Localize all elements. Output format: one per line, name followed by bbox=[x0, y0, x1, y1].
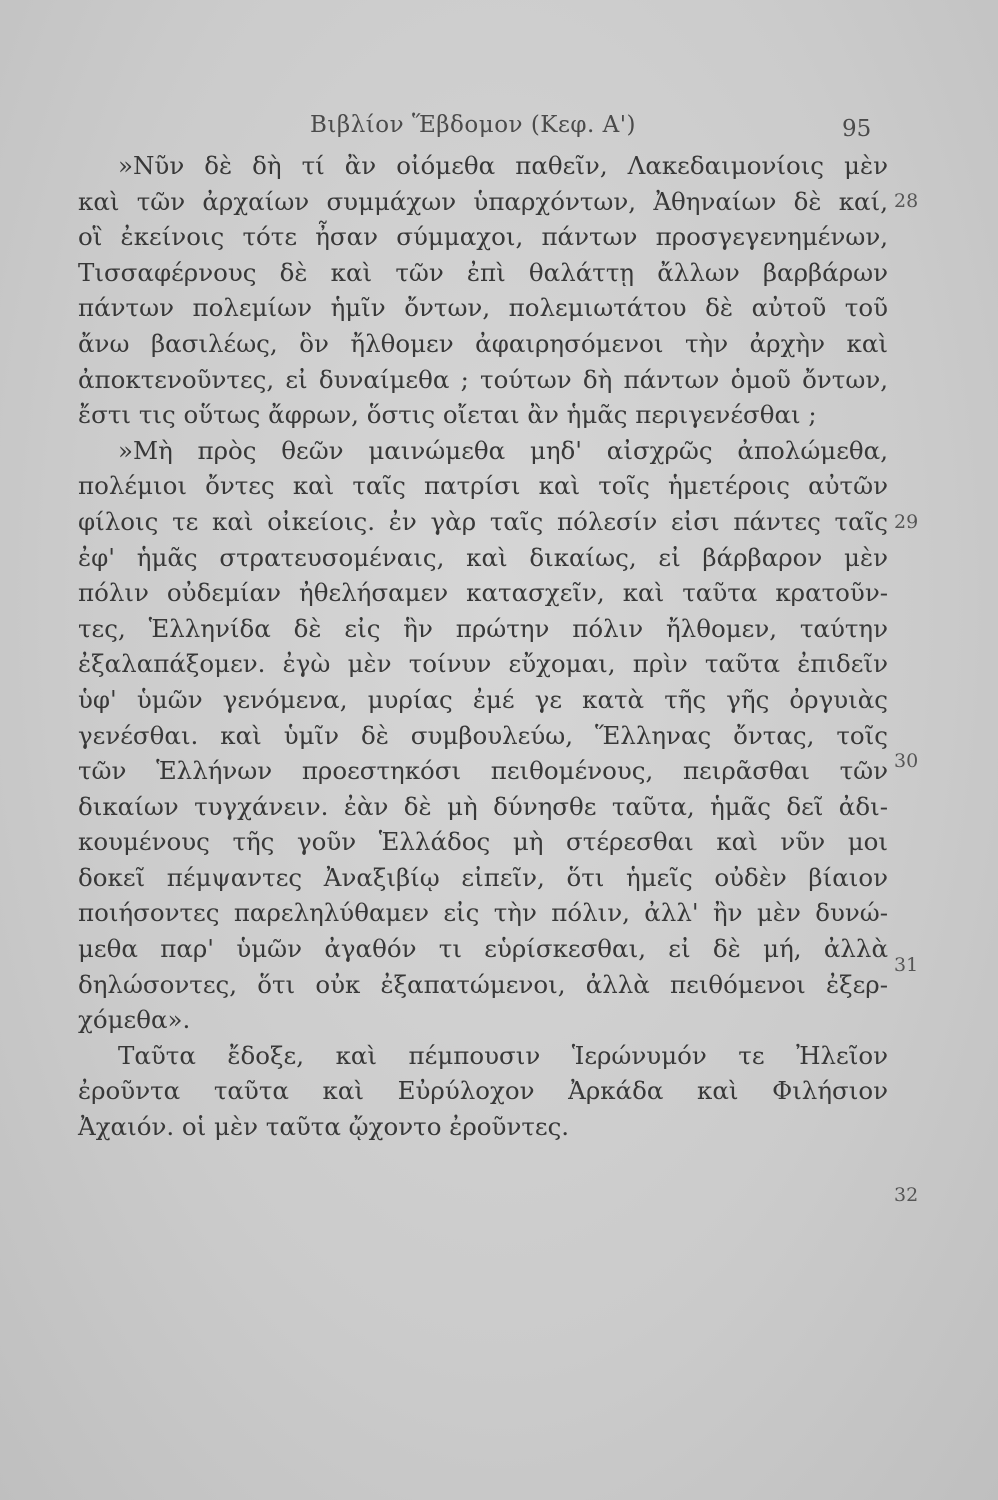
text-line: δηλώσοντες, ὅτι οὐκ ἐξαπατώμενοι, ἀλλὰ πειθόμενοι ἐξερ- bbox=[78, 969, 888, 999]
page-number: 95 bbox=[842, 116, 872, 142]
text-line: ὑφ' ὑμῶν γενόμενα, μυρίας ἐμέ γε κατὰ τῆς γῆς ὀργυιὰς bbox=[78, 684, 888, 714]
text-line: πόλιν οὐδεμίαν ἠθελήσαμεν κατασχεῖν, καὶ ταῦτα κρατοῦν- bbox=[78, 578, 888, 608]
text-line: δικαίων τυγχάνειν. ἐὰν δὲ μὴ δύνησθε ταῦτα, ἡμᾶς δεῖ ἀδι- bbox=[78, 791, 888, 821]
text-line: γενέσθαι. καὶ ὑμῖν δὲ συμβουλεύω, Ἕλληνας ὄντας, τοῖς bbox=[78, 720, 888, 750]
text-line: καὶ τῶν ἀρχαίων συμμάχων ὑπαρχόντων, Ἀθηναίων δὲ καί, bbox=[78, 186, 888, 216]
text-line: τες, Ἑλληνίδα δὲ εἰς ἣν πρώτην πόλιν ἤλθομεν, ταύτην bbox=[78, 613, 888, 643]
running-title: Βιβλίον Ἕβδομον (Κεφ. Α') bbox=[310, 112, 637, 138]
text-line: ἐξαλαπάξομεν. ἐγὼ μὲν τοίνυν εὔχομαι, πρὶν ταῦτα ἐπιδεῖν bbox=[78, 649, 888, 679]
text-line: τῶν Ἑλλήνων προεστηκόσι πειθομένους, πειρᾶσθαι τῶν bbox=[78, 756, 888, 786]
text-line: Ἀχαιόν. οἱ μὲν ταῦτα ᾤχοντο ἐροῦντες. bbox=[78, 1112, 570, 1142]
section-number: 28 bbox=[894, 190, 919, 212]
text-line: φίλοις τε καὶ οἰκείοις. ἐν γὰρ ταῖς πόλεσίν εἰσι πάντες ταῖς bbox=[78, 506, 888, 536]
text-line: πάντων πολεμίων ἡμῖν ὄντων, πολεμιωτάτου δὲ αὐτοῦ τοῦ bbox=[78, 293, 888, 323]
section-number: 31 bbox=[894, 954, 919, 976]
text-line: ἐφ' ἡμᾶς στρατευσομέναις, καὶ δικαίως, εἰ βάρβαρον μὲν bbox=[78, 542, 888, 572]
text-line: χόμεθα». bbox=[78, 1005, 191, 1035]
text-line: ἔστι τις οὕτως ἄφρων, ὅστις οἴεται ἂν ἡμᾶς περιγενέσθαι ; bbox=[78, 400, 817, 430]
body-text bbox=[78, 148, 888, 1145]
text-line: ἀποκτενοῦντες, εἰ δυναίμεθα ; τούτων δὴ πάντων ὁμοῦ ὄντων, bbox=[78, 364, 888, 394]
text-line: δοκεῖ πέμψαντες Ἀναξιβίῳ εἰπεῖν, ὅτι ἡμεῖς οὐδὲν βίαιον bbox=[78, 862, 888, 892]
section-number: 30 bbox=[894, 750, 919, 772]
text-line: ἄνω βασιλέως, ὃν ἤλθομεν ἀφαιρησόμενοι τὴν ἀρχὴν καὶ bbox=[78, 328, 888, 358]
section-number: 32 bbox=[894, 1184, 919, 1206]
text-line: »Μὴ πρὸς θεῶν μαινώμεθα μηδ' αἰσχρῶς ἀπολώμεθα, bbox=[118, 435, 888, 465]
text-line: ποιήσοντες παρεληλύθαμεν εἰς τὴν πόλιν, ἀλλ' ἢν μὲν δυνώ- bbox=[78, 898, 888, 928]
text-line: μεθα παρ' ὑμῶν ἀγαθόν τι εὑρίσκεσθαι, εἰ δὲ μή, ἀλλὰ bbox=[78, 934, 888, 964]
text-line: πολέμιοι ὄντες καὶ ταῖς πατρίσι καὶ τοῖς ἡμετέροις αὐτῶν bbox=[78, 471, 888, 501]
text-line: Τισσαφέρνους δὲ καὶ τῶν ἐπὶ θαλάττῃ ἄλλων βαρβάρων bbox=[78, 257, 888, 287]
text-line: κουμένους τῆς γοῦν Ἑλλάδος μὴ στέρεσθαι καὶ νῦν μοι bbox=[78, 827, 888, 857]
section-number: 29 bbox=[894, 511, 919, 533]
text-line: Ταῦτα ἔδοξε, καὶ πέμπουσιν Ἱερώνυμόν τε Ἠλεῖον bbox=[118, 1040, 888, 1070]
text-line: »Νῦν δὲ δὴ τί ἂν οἰόμεθα παθεῖν, Λακεδαιμονίοις μὲν bbox=[118, 151, 888, 180]
text-line: ἐροῦντα ταῦτα καὶ Εὐρύλοχον Ἀρκάδα καὶ Φιλήσιον bbox=[78, 1076, 888, 1106]
text-line: οἳ ἐκείνοις τότε ἦσαν σύμμαχοι, πάντων προσγεγενημένων, bbox=[78, 222, 888, 252]
